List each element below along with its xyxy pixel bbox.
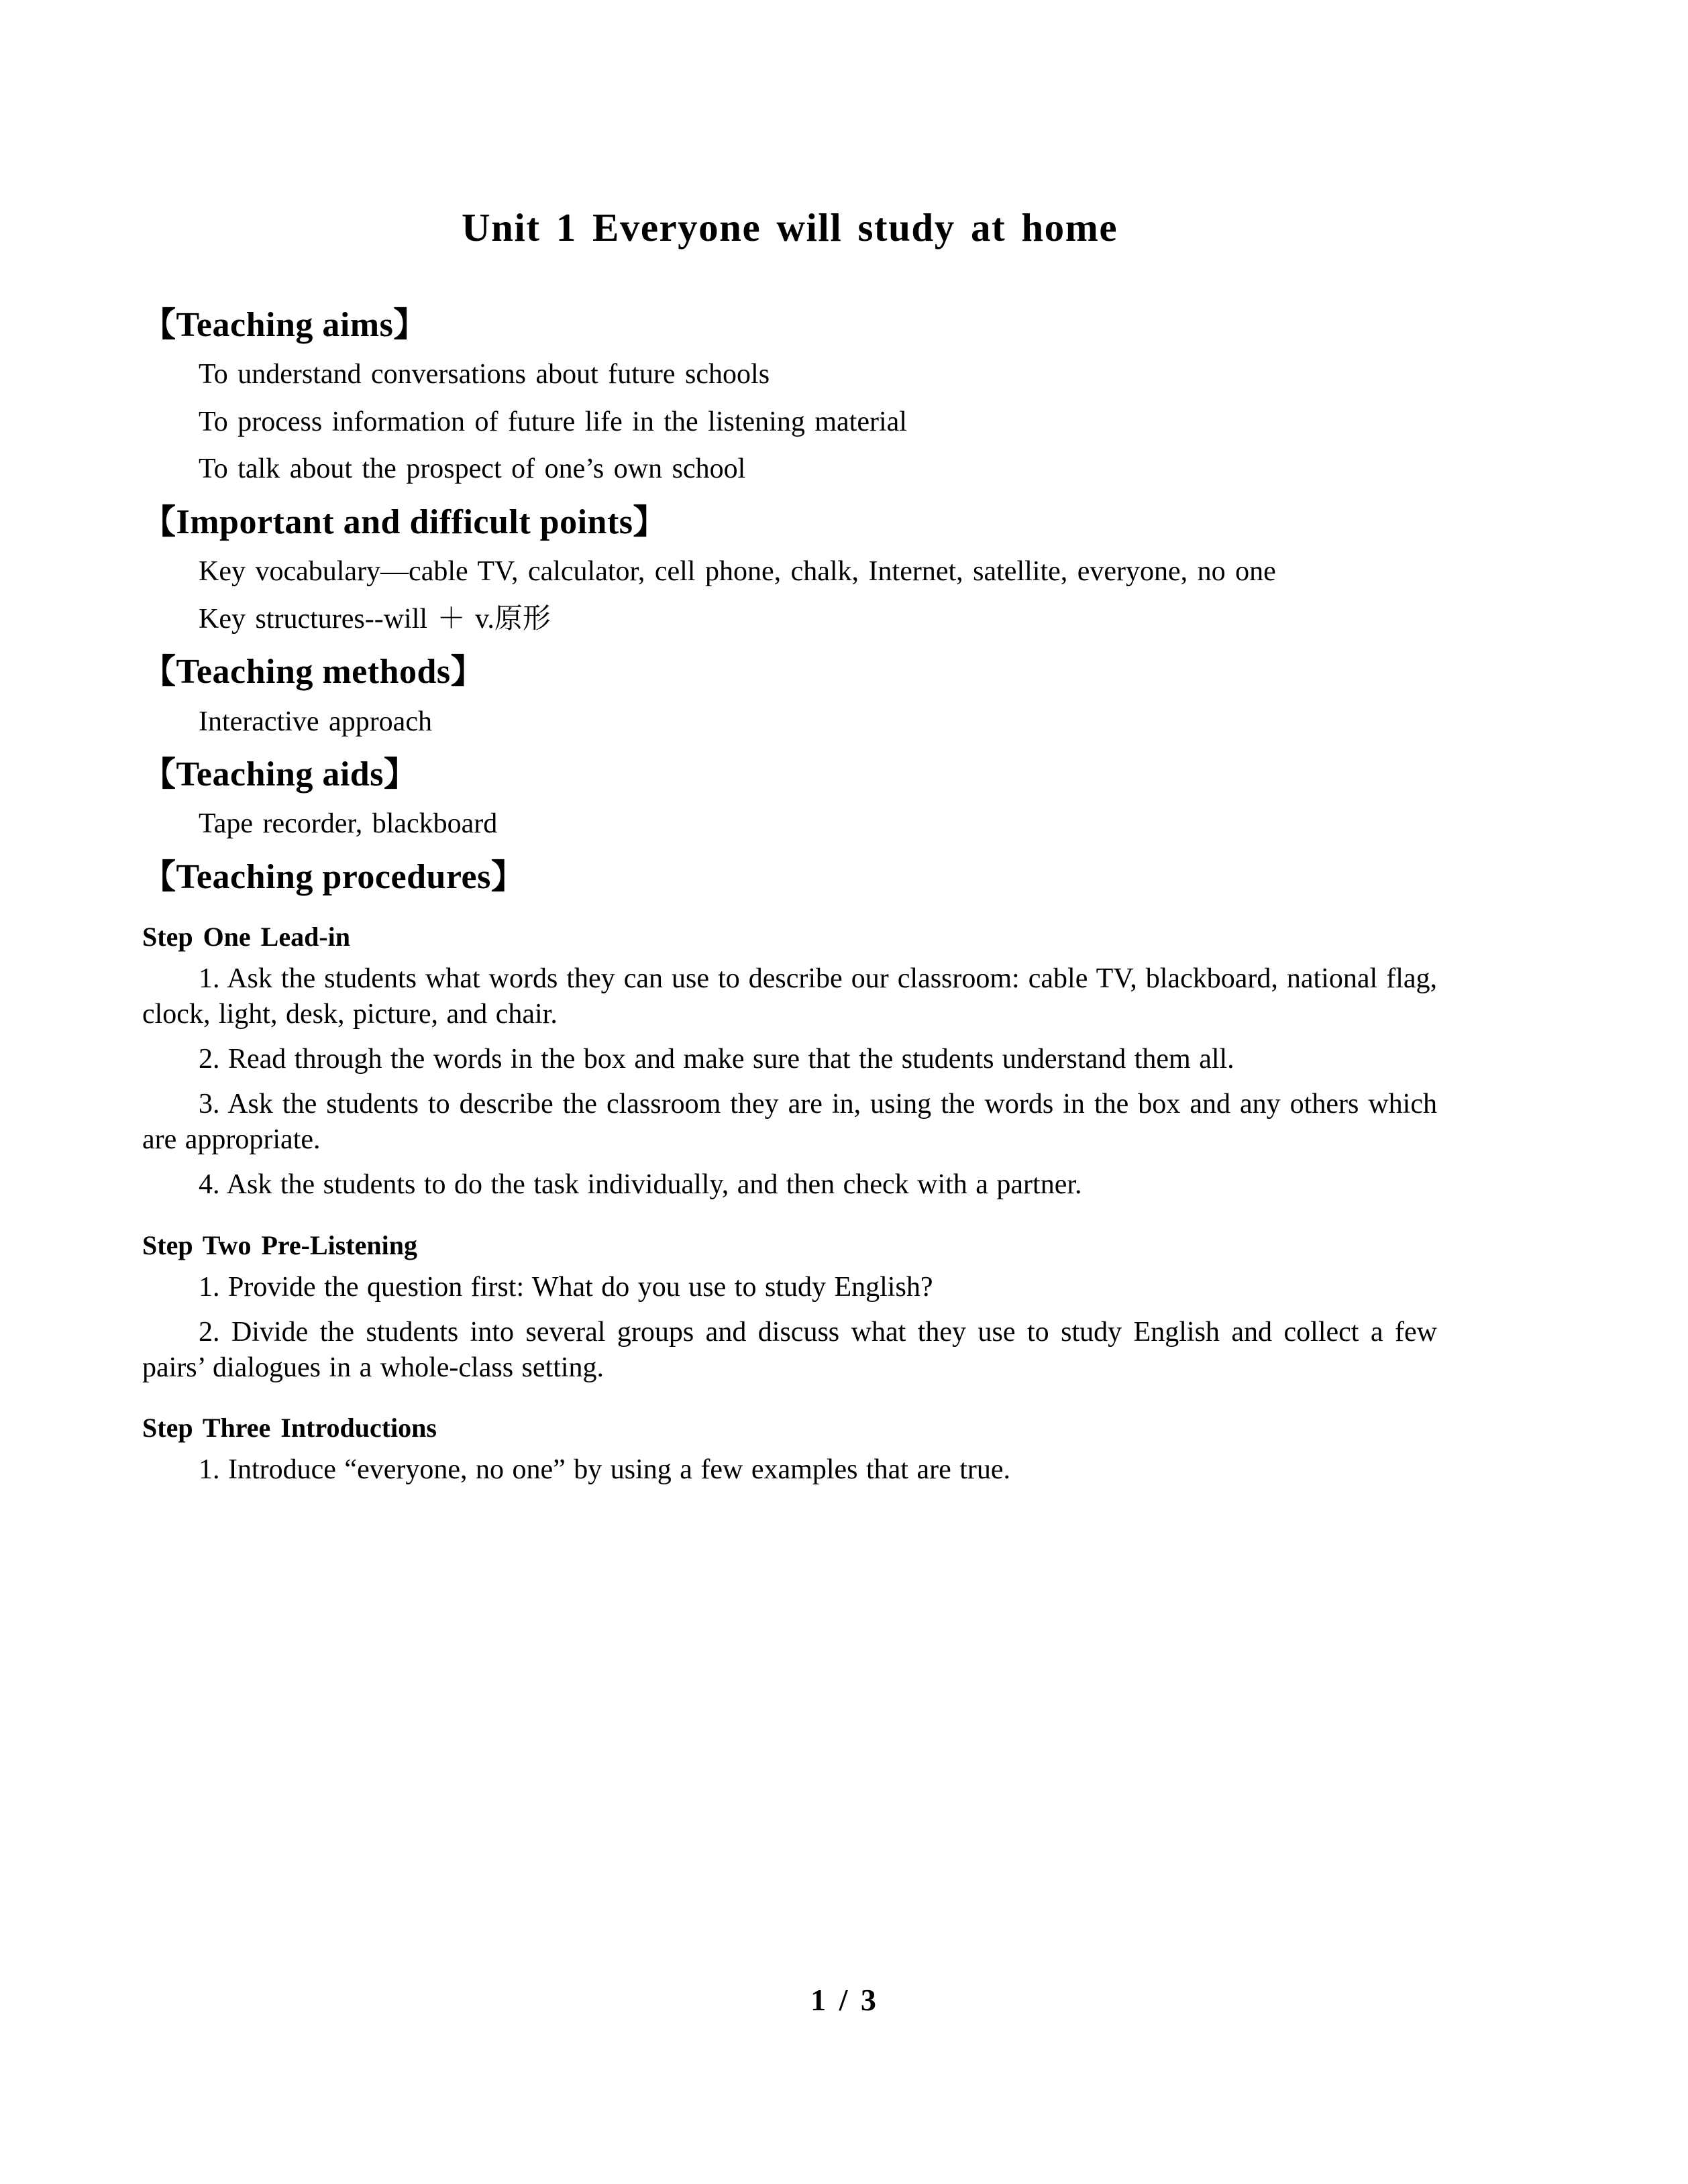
page-number: 1 / 3 [810, 1983, 878, 2017]
step-item: 2. Read through the words in the box and make sure that the students understand them all. [199, 1044, 1234, 1075]
step-heading-two: Step Two Pre-Listening [142, 1230, 418, 1260]
body-line: Key vocabulary—cable TV, calculator, cell phone, chalk, Internet, satellite, everyone, no one [199, 556, 1276, 588]
bracket-open-icon: 【 [142, 755, 176, 794]
section-heading-teaching-methods [142, 651, 1437, 693]
section-heading-label: Teaching aids [176, 755, 384, 794]
body-line: To process information of future life in the listening material [199, 406, 907, 437]
bracket-open-icon: 【 [142, 857, 176, 896]
page-content [142, 0, 1437, 1488]
section-heading-label: Important and difficult points [176, 502, 633, 541]
bracket-close-icon: 】 [490, 857, 525, 896]
step-heading-one: Step One Lead-in [142, 922, 351, 952]
bracket-close-icon: 】 [450, 652, 485, 692]
section-heading-teaching-aids [142, 754, 1437, 796]
body-line: Key structures--will ＋ v.原形 [199, 603, 551, 635]
step-heading-three: Step Three Introductions [142, 1413, 437, 1443]
step-item: 1. Provide the question first: What do you use to study English? [199, 1271, 933, 1303]
body-line: Tape recorder, blackboard [199, 808, 498, 840]
step-item: 1. Ask the students what words they can use to describe our classroom: cable TV, blackboard, national flag, clock, light, desk, picture, and chair. [142, 963, 1437, 1030]
body-line: To talk about the prospect of one’s own school [199, 453, 746, 485]
step-item: 2. Divide the students into several groups and discuss what they use to study English and collect a few pairs’ dialogues in a whole-class setting. [142, 1316, 1437, 1383]
bracket-open-icon: 【 [142, 502, 176, 541]
body-line: Interactive approach [199, 706, 432, 737]
section-heading-label: Teaching methods [176, 653, 451, 692]
bracket-close-icon: 】 [383, 755, 418, 794]
bracket-open-icon: 【 [142, 305, 176, 344]
section-heading-teaching-aims [142, 305, 1437, 346]
bracket-close-icon: 】 [393, 305, 427, 344]
bracket-close-icon: 】 [633, 502, 667, 541]
bracket-open-icon: 【 [142, 652, 176, 692]
step-item: 1. Introduce “everyone, no one” by using a few examples that are true. [199, 1454, 1011, 1486]
body-line: To understand conversations about future schools [199, 359, 770, 390]
section-heading-teaching-procedures [142, 857, 1437, 898]
section-heading-important-points [142, 502, 1437, 543]
section-heading-label: Teaching procedures [176, 857, 491, 896]
step-item: 4. Ask the students to do the task individually, and then check with a partner. [199, 1168, 1082, 1200]
section-heading-label: Teaching aims [176, 305, 394, 344]
page-title: Unit 1 Everyone will study at home [462, 205, 1118, 250]
step-item: 3. Ask the students to describe the classroom they are in, using the words in the box and any others which are appropriate. [142, 1089, 1437, 1155]
